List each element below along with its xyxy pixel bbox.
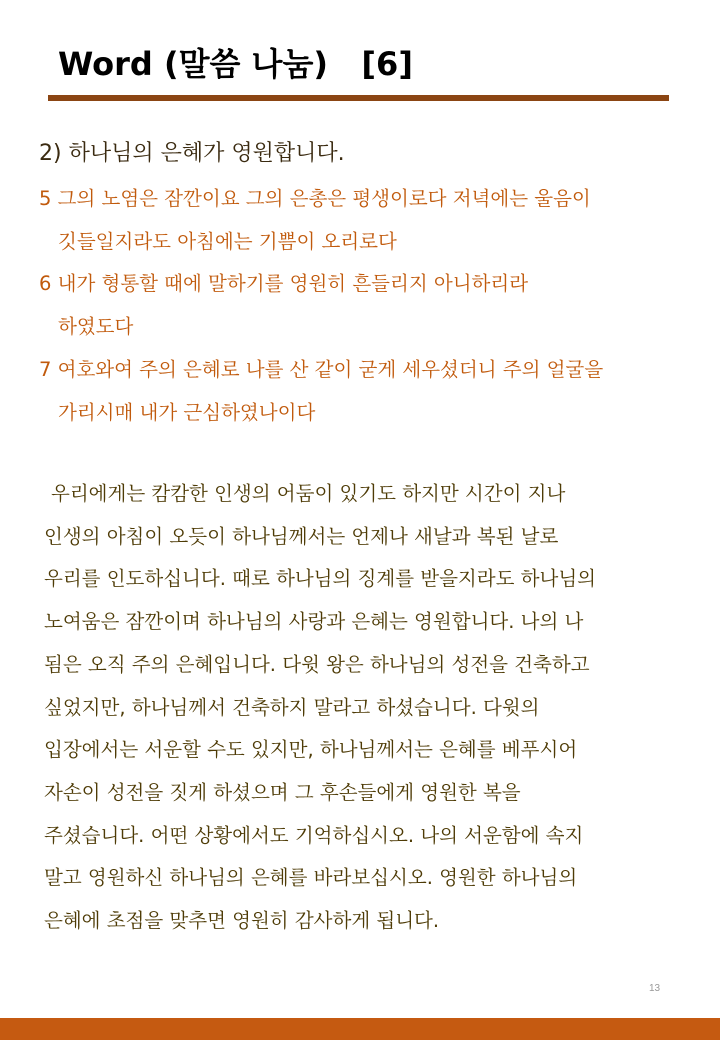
verse-line: 하였도다 [58, 315, 134, 339]
scripture-passage [39, 178, 679, 434]
verse-line: 깃들일지라도 아침에는 기쁨이 오리로다 [58, 229, 397, 253]
paragraph-line: 말고 영원하신 하나님의 은혜를 바라보십시오. 영원한 하나님의 [44, 866, 578, 890]
paragraph-line: 싶었지만, 하나님께서 건축하지 말라고 하셨습니다. 다윗의 [44, 695, 540, 719]
paragraph-line: 자손이 성전을 짓게 하셨으며 그 후손들에게 영원한 복을 [44, 780, 521, 804]
paragraph-line: 됨은 오직 주의 은혜입니다. 다윗 왕은 하나님의 성전을 건축하고 [44, 652, 590, 676]
paragraph-line: 우리에게는 캄캄한 인생의 어둠이 있기도 하지만 시간이 지나 [51, 482, 566, 505]
paragraph-line: 인생의 아침이 오듯이 하나님께서는 언제나 새날과 복된 날로 [44, 524, 559, 548]
verse-line: 가리시매 내가 근심하였나이다 [58, 400, 316, 424]
paragraph-line: 은혜에 초점을 맞추면 영원히 감사하게 됩니다. [44, 909, 440, 933]
paragraph-line: 우리를 인도하십니다. 때로 하나님의 징계를 받을지라도 하나님의 [44, 567, 596, 591]
verse-line: 5 그의 노염은 잠깐이요 그의 은총은 평생이로다 저녁에는 울음이 [39, 187, 591, 210]
verse-line: 6 내가 형통할 때에 말하기를 영원히 흔들리지 아니하리라 [39, 272, 529, 296]
paragraph-line: 입장에서는 서운할 수도 있지만, 하나님께서는 은혜를 베푸시어 [44, 738, 578, 762]
title-divider [48, 95, 669, 101]
commentary-paragraph [44, 473, 684, 943]
footer-bar [0, 1018, 720, 1040]
paragraph-line: 노여움은 잠깐이며 하나님의 사랑과 은혜는 영원합니다. 나의 나 [44, 610, 584, 634]
section-heading: 2) 하나님의 은혜가 영원합니다. [39, 141, 345, 166]
verse-line: 7 여호와여 주의 은혜로 나를 산 같이 굳게 세우셨더니 주의 얼굴을 [39, 357, 604, 381]
page-number: 13 [649, 983, 661, 994]
page-title: Word (말씀 나눔) [6] [58, 45, 413, 83]
paragraph-line: 주셨습니다. 어떤 상황에서도 기억하십시오. 나의 서운함에 속지 [44, 823, 584, 847]
